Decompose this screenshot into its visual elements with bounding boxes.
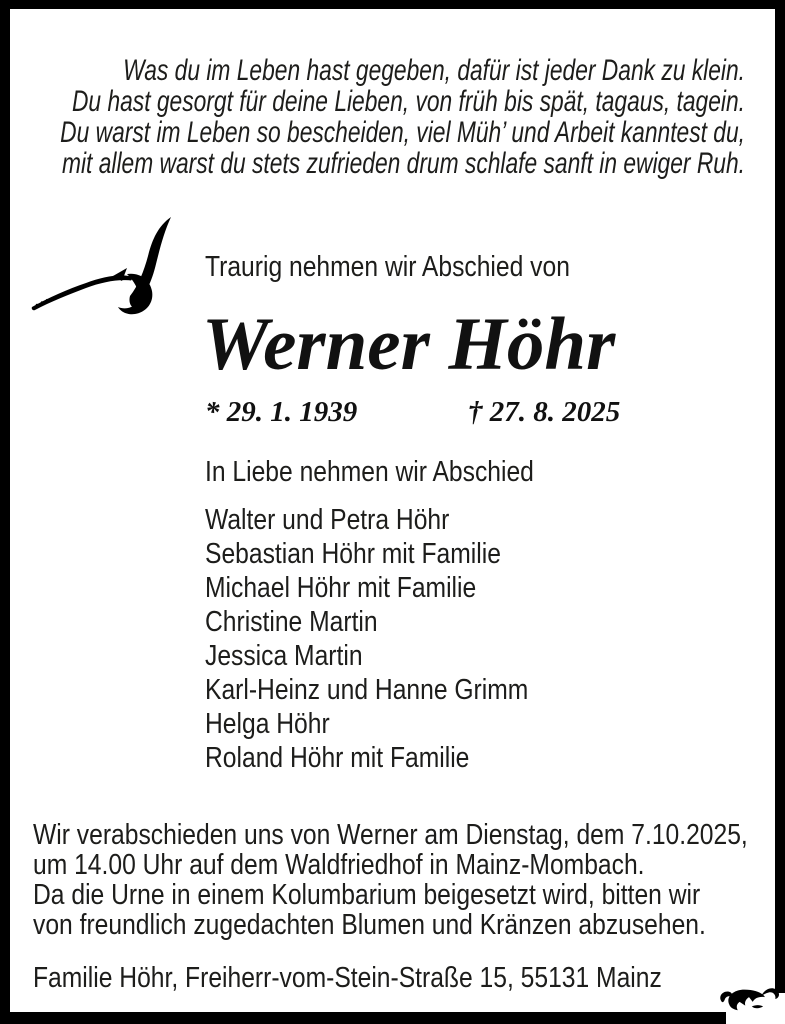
funeral-info-line: um 14.00 Uhr auf dem Waldfriedhof in Mainz-Mombach.	[33, 849, 645, 881]
farewell-heading: In Liebe nehmen wir Abschied	[205, 456, 534, 488]
mourner-name: Sebastian Höhr mit Familie	[205, 538, 501, 570]
poem-line: mit allem warst du stets zufrieden drum schlafe sanft in ewiger Ruh.	[61, 147, 746, 180]
poem-line: Was du im Leben hast gegeben, dafür ist jeder Dank zu klein.	[123, 54, 745, 87]
funeral-info-line: Da die Urne in einem Kolumbarium beigesetzt wird, bitten wir	[33, 879, 701, 911]
mourners-list	[205, 503, 528, 775]
mourner-name: Helga Höhr	[205, 708, 330, 740]
mourner-name: Roland Höhr mit Familie	[205, 742, 470, 774]
poem-line: Du hast gesorgt für deine Lieben, von früh bis spät, tagaus, tagein.	[71, 85, 745, 118]
frame-border-bottom	[0, 1012, 726, 1024]
intro-line: Traurig nehmen wir Abschied von	[205, 251, 570, 283]
frame-border-right	[775, 0, 785, 993]
deceased-name: Werner Höhr	[202, 303, 616, 386]
funeral-info-line: von freundlich zugedachten Blumen und Kränzen abzusehen.	[33, 909, 706, 941]
frame-border-left	[0, 0, 10, 1024]
bird-icon	[28, 214, 220, 326]
family-address-line: Familie Höhr, Freiherr-vom-Stein-Straße 15, 55131 Mainz	[33, 962, 662, 994]
memorial-poem	[60, 54, 746, 180]
death-date: † 27. 8. 2025	[468, 396, 621, 428]
birth-date: * 29. 1. 1939	[205, 396, 358, 428]
floral-flourish-icon	[716, 984, 782, 1014]
life-dates	[0, 396, 785, 436]
poem-line: Du warst im Leben so bescheiden, viel Müh’ und Arbeit kanntest du,	[60, 116, 745, 149]
funeral-information	[33, 820, 748, 940]
funeral-info-line: Wir verabschieden uns von Werner am Dienstag, dem 7.10.2025,	[33, 819, 748, 851]
mourner-name: Michael Höhr mit Familie	[205, 572, 477, 604]
mourner-name: Karl-Heinz und Hanne Grimm	[205, 674, 529, 706]
mourner-name: Jessica Martin	[205, 640, 363, 672]
mourner-name: Walter und Petra Höhr	[205, 504, 450, 536]
frame-border-top	[0, 0, 785, 9]
mourner-name: Christine Martin	[205, 606, 378, 638]
